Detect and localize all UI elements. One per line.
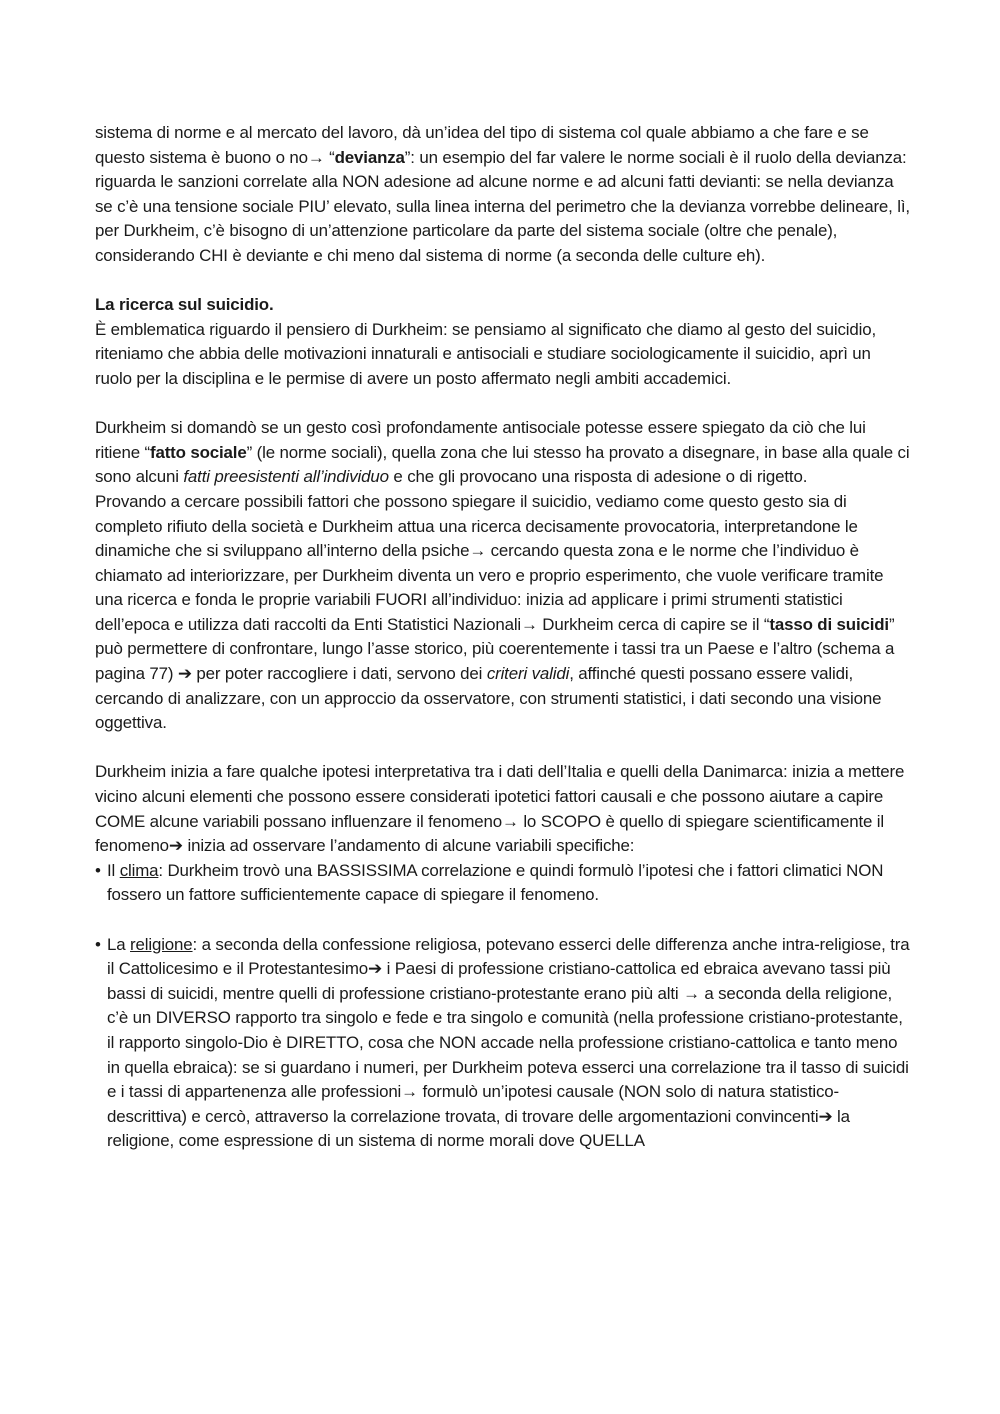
bold-term-tasso-suicidi: tasso di suicidi	[769, 614, 889, 634]
underlined-term-religione: religione	[130, 934, 193, 954]
paragraph-spacer	[95, 736, 910, 761]
italic-term-fatti-preesistenti: fatti preesistenti all’individuo	[183, 467, 389, 487]
bold-term-devianza: devianza	[334, 147, 405, 167]
paragraph-fatto-sociale: Durkheim si domandò se un gesto così profondamente antisociale potesse essere spiegato da ciò che lui ritiene “fatto sociale” (le norme sociali), quella zona che lui stesso ha provato a disegnare, in base alla quale ci sono alcuni fatti preesistenti all’individuo e che gli provocano una risposta di adesione o di rigetto.	[95, 418, 910, 487]
paragraph-ipotesi: Durkheim inizia a fare qualche ipotesi interpretativa tra i dati dell’Italia e quelli della Danimarca: inizia a mettere vicino alcuni elementi che possono essere considerati ipotetici fattori causali e che possono aiutare a capire COME alcune variabili possano influenzare il fenomeno→ lo SCOPO è quello di spiegare scientificamente il fenomeno➔ inizia ad osservare l’andamento di alcune variabili specifiche:	[95, 762, 905, 856]
bold-term-fatto-sociale: fatto sociale	[149, 442, 247, 462]
paragraph-emblematica: È emblematica riguardo il pensiero di Durkheim: se pensiamo al significato che diamo al gesto del suicidio, riteniamo che abbia delle motivazioni innaturali e antisociali e studiare sociologicamente il suicidio, aprì un ruolo per la disciplina e le permise di avere un posto affermato negli ambiti accademici.	[95, 319, 877, 388]
list-item-religione: • La religione: a seconda della confessione religiosa, potevano esserci delle differenza anche intra-religiose, tra il Cattolicesimo e il Protestantesimo➔ i Paesi di professione cristiano-cattolica ed ebraica avevano tassi più bassi di suicidi, mentre quelli di professione cristiano-protestante erano più alti → a seconda della religione, c’è un DIVERSO rapporto tra singolo e fede e tra singolo e comunità (nella professione cristiano-protestante, il rapporto singolo-Dio è DIRETTO, cosa che NON accade nella professione cristiano-cattolica e tanto meno in quella ebraica): se si guardano i numeri, per Durkheim poteva esserci una correlazione tra il tasso di suicidi e i tassi di appartenenza alle professioni→ formulò un’ipotesi causale (NON solo di natura statistico-descrittiva) e cercò, attraverso la correlazione trovata, di trovare delle argomentazioni convincenti➔ la religione, come espressione di un sistema di norme morali dove QUELLA	[95, 934, 910, 1151]
underlined-term-clima: clima	[119, 860, 159, 880]
list-item-clima: • Il clima: Durkheim trovò una BASSISSIMA correlazione e quindi formulò l’ipotesi che i fattori climatici NON fossero un fattore sufficientemente capace di spiegare il fenomeno.	[95, 860, 884, 905]
paragraph-spacer	[95, 392, 910, 417]
section-heading: La ricerca sul suicidio.	[95, 295, 274, 315]
paragraph-spacer	[95, 269, 910, 294]
paragraph-spacer	[95, 908, 910, 933]
bullet-icon: •	[95, 860, 101, 880]
bullet-icon: •	[95, 934, 101, 954]
paragraph-devianza: sistema di norme e al mercato del lavoro, dà un’idea del tipo di sistema col quale abbiamo a che fare e se questo sistema è buono o no→ “devianza”: un esempio del far valere le norme sociali è il ruolo della devianza: riguarda le sanzioni correlate alla NON adesione ad alcune norme e ad alcuni fatti devianti: se nella devianza se c’è una tensione sociale PIU’ elevato, sulla linea interna del perimetro che la devianza vorrebbe delineare, lì, per Durkheim, c’è bisogno di un’attenzione particolare da parte del sistema sociale (oltre che penale), considerando CHI è deviante e chi meno dal sistema di norme (a seconda delle culture eh).	[95, 123, 910, 265]
paragraph-tasso-suicidi: Provando a cercare possibili fattori che possono spiegare il suicidio, vediamo come questo gesto sia di completo rifiuto della società e Durkheim attua una ricerca decisamente provocatoria, interpretandone le dinamiche che si sviluppano all’interno della psiche→ cercando questa zona e le norme che l’individuo è chiamato ad interiorizzare, per Durkheim diventa un vero e proprio esperimento, che vuole verificare tramite una ricerca e fonda le proprie variabili FUORI all’individuo: inizia ad applicare i primi strumenti statistici dell’epoca e utilizza dati raccolti da Enti Statistici Nazionali→ Durkheim cerca di capire se il “tasso di suicidi” può permettere di confrontare, lungo l’asse storico, più coerentemente i tassi tra un Paese e l’altro (schema a pagina 77) ➔ per poter raccogliere i dati, servono dei criteri validi, affinché questi possano essere validi, cercando di analizzare, con un approccio da osservatore, con strumenti statistici, i dati secondo una visione oggettiva.	[95, 491, 895, 733]
document-page	[95, 121, 910, 1154]
italic-term-criteri-validi: criteri validi	[486, 664, 570, 684]
